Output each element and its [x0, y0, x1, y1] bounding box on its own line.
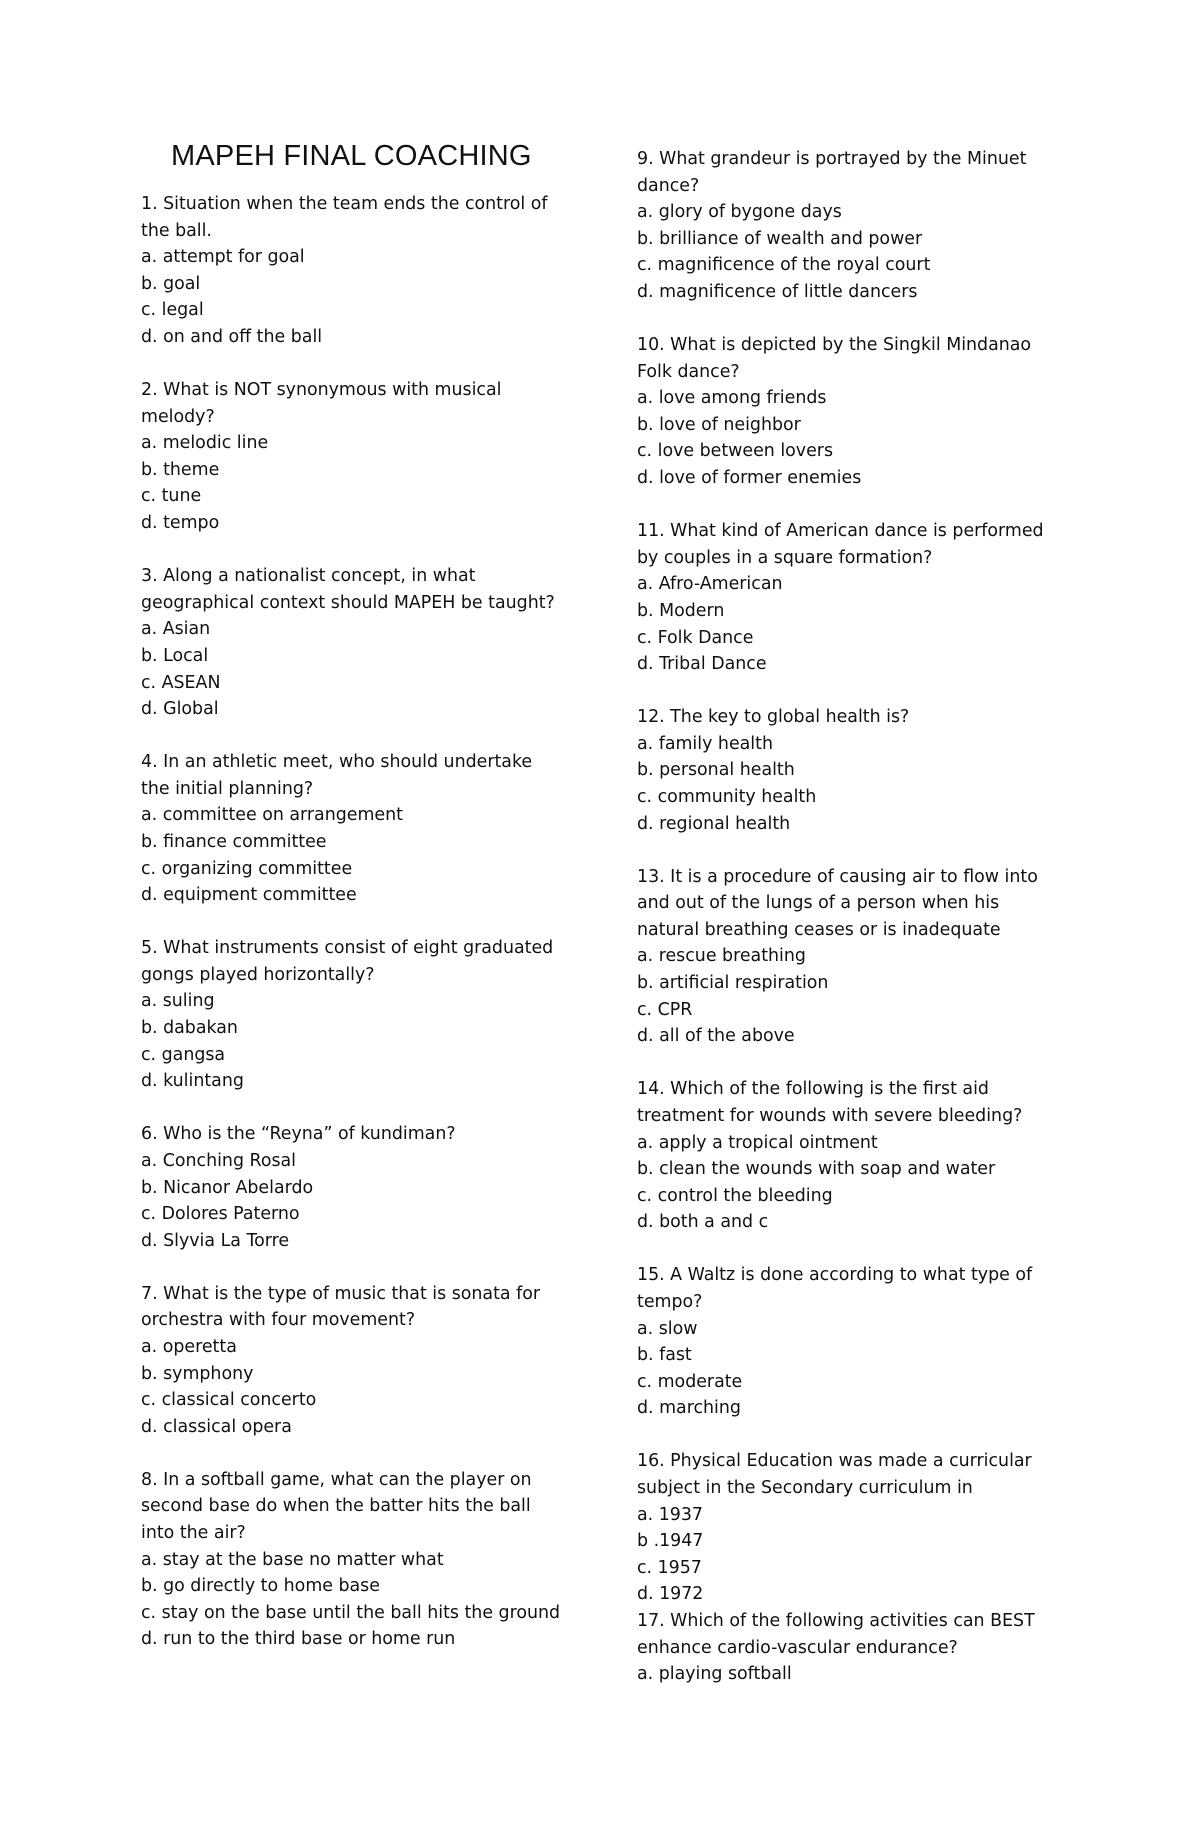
question-block [637, 704, 1067, 837]
answer-choice: b. brilliance of wealth and power [637, 228, 923, 249]
question-text: into the air? [141, 1523, 246, 1544]
answer-choice: b. dabakan [141, 1018, 238, 1039]
answer-choice: a. attempt for goal [141, 247, 305, 268]
answer-choice: b. finance committee [141, 831, 327, 852]
question-text: the initial planning? [141, 778, 314, 799]
answer-choice: a. playing softball [637, 1664, 792, 1685]
answer-choice: b. fast [637, 1345, 692, 1366]
answer-choice: a. love among friends [637, 388, 827, 409]
question-text: 1. Situation when the team ends the control of [141, 194, 548, 214]
answer-choice: d. classical opera [141, 1416, 292, 1437]
answer-choice: d. run to the third base or home run [141, 1629, 456, 1650]
question-text: 14. Which of the following is the first aid [637, 1079, 989, 1100]
question-block [637, 864, 1067, 1050]
answer-choice: a. rescue breathing [637, 946, 806, 967]
answer-choice: b. go directly to home base [141, 1576, 380, 1597]
answer-choice: b. symphony [141, 1363, 254, 1384]
answer-choice: d. regional health [637, 813, 791, 834]
question-block [141, 1121, 561, 1254]
question-text: 8. In a softball game, what can the player on [141, 1469, 532, 1490]
answer-choice: a. Afro-American [637, 574, 783, 595]
question-block [141, 749, 561, 909]
question-text: 5. What instruments consist of eight graduated [141, 938, 554, 959]
question-text: 11. What kind of American dance is performed [637, 521, 1044, 542]
answer-choice: b. love of neighbor [637, 414, 801, 435]
answer-choice: d. magnificence of little dancers [637, 281, 918, 302]
question-block [141, 191, 561, 351]
question-block [637, 332, 1067, 492]
question-text: 7. What is the type of music that is sonata for [141, 1283, 540, 1304]
question-text: by couples in a square formation? [637, 547, 933, 568]
answer-choice: d. both a and c [637, 1212, 769, 1233]
question-block [141, 935, 561, 1095]
question-text: 17. Which of the following activities can BEST [637, 1611, 1035, 1631]
answer-choice: c. Folk Dance [637, 627, 754, 648]
answer-choice: d. love of former enemies [637, 468, 862, 489]
question-text: second base do when the batter hits the ball [141, 1496, 531, 1517]
answer-choice: c. ASEAN [141, 672, 221, 693]
question-text: 15. A Waltz is done according to what type of [637, 1265, 1033, 1286]
answer-choice: c. stay on the base until the ball hits the ground [141, 1602, 561, 1623]
question-text: dance? [637, 175, 700, 196]
answer-choice: c. legal [141, 300, 204, 321]
answer-choice: a. apply a tropical ointment [637, 1132, 878, 1153]
answer-choice: b. goal [141, 273, 201, 294]
question-block [637, 146, 1067, 306]
question-text: 16. Physical Education was made a curricular [637, 1451, 1032, 1472]
answer-choice: b .1947 [637, 1531, 704, 1552]
question-text: Folk dance? [637, 361, 740, 382]
question-text: and out of the lungs of a person when his [637, 893, 1000, 914]
answer-choice: d. Tribal Dance [637, 654, 767, 675]
answer-choice: d. equipment committee [141, 885, 357, 906]
question-block [637, 1608, 1067, 1688]
question-block [141, 563, 561, 723]
right-column [637, 146, 1067, 1714]
answer-choice: c. moderate [637, 1371, 743, 1392]
answer-choice: b. theme [141, 459, 220, 480]
answer-choice: c. CPR [637, 999, 693, 1020]
answer-choice: a. melodic line [141, 433, 269, 454]
question-text: 10. What is depicted by the Singkil Mindanao [637, 335, 1032, 356]
question-text: orchestra with four movement? [141, 1310, 416, 1331]
question-text: enhance cardio-vascular endurance? [637, 1637, 958, 1658]
answer-choice: d. Slyvia La Torre [141, 1230, 290, 1251]
answer-choice: a. family health [637, 733, 773, 754]
answer-choice: c. gangsa [141, 1044, 226, 1065]
question-text: 6. Who is the “Reyna” of kundiman? [141, 1124, 456, 1145]
question-text: subject in the Secondary curriculum in [637, 1478, 973, 1499]
left-column [141, 140, 561, 1680]
answer-choice: a. stay at the base no matter what [141, 1549, 444, 1570]
question-block [637, 1262, 1067, 1422]
answer-choice: a. suling [141, 991, 215, 1012]
question-block [637, 1448, 1067, 1608]
answer-choice: c. classical concerto [141, 1390, 317, 1411]
answer-choice: a. committee on arrangement [141, 805, 403, 826]
answer-choice: b. Nicanor Abelardo [141, 1177, 314, 1198]
answer-choice: c. Dolores Paterno [141, 1204, 300, 1225]
question-block [637, 1076, 1067, 1236]
question-text: 3. Along a nationalist concept, in what [141, 566, 476, 587]
question-text: 12. The key to global health is? [637, 707, 910, 728]
question-text: treatment for wounds with severe bleeding? [637, 1105, 1023, 1126]
answer-choice: d. kulintang [141, 1071, 244, 1092]
answer-choice: a. 1937 [637, 1504, 703, 1525]
answer-choice: d. Global [141, 699, 219, 720]
answer-choice: c. 1957 [637, 1557, 702, 1578]
question-text: 9. What grandeur is portrayed by the Minuet [637, 149, 1027, 169]
answer-choice: b. personal health [637, 760, 795, 781]
question-text: the ball. [141, 220, 212, 241]
answer-choice: c. tune [141, 486, 202, 507]
answer-choice: b. artificial respiration [637, 973, 829, 994]
question-text: 13. It is a procedure of causing air to flow into [637, 866, 1038, 887]
question-list-right [637, 146, 1067, 1688]
answer-choice: c. magnificence of the royal court [637, 255, 931, 276]
question-text: geographical context should MAPEH be taught? [141, 592, 555, 613]
answer-choice: c. community health [637, 786, 817, 807]
answer-choice: b. Local [141, 645, 209, 666]
answer-choice: a. operetta [141, 1336, 237, 1357]
question-text: 2. What is NOT synonymous with musical [141, 380, 502, 401]
answer-choice: d. marching [637, 1398, 741, 1419]
answer-choice: a. Asian [141, 619, 211, 640]
question-block [637, 518, 1067, 678]
answer-choice: b. clean the wounds with soap and water [637, 1159, 996, 1180]
answer-choice: d. all of the above [637, 1026, 795, 1047]
answer-choice: a. Conching Rosal [141, 1150, 297, 1171]
question-text: tempo? [637, 1291, 703, 1312]
question-text: gongs played horizontally? [141, 964, 375, 985]
answer-choice: a. slow [637, 1318, 698, 1339]
question-text: natural breathing ceases or is inadequate [637, 919, 1001, 940]
answer-choice: d. tempo [141, 513, 220, 534]
question-text: 4. In an athletic meet, who should undertake [141, 752, 533, 773]
answer-choice: d. 1972 [637, 1584, 704, 1605]
answer-choice: b. Modern [637, 600, 725, 621]
answer-choice: d. on and off the ball [141, 326, 323, 347]
answer-choice: c. organizing committee [141, 858, 353, 879]
answer-choice: c. control the bleeding [637, 1185, 833, 1206]
answer-choice: c. love between lovers [637, 441, 834, 462]
question-block [141, 377, 561, 537]
question-block [141, 1467, 561, 1653]
question-block [141, 1281, 561, 1441]
answer-choice: a. glory of bygone days [637, 202, 842, 223]
page-title: MAPEH FINAL COACHING [171, 140, 532, 172]
question-text: melody? [141, 406, 215, 427]
question-list-left [141, 191, 561, 1653]
